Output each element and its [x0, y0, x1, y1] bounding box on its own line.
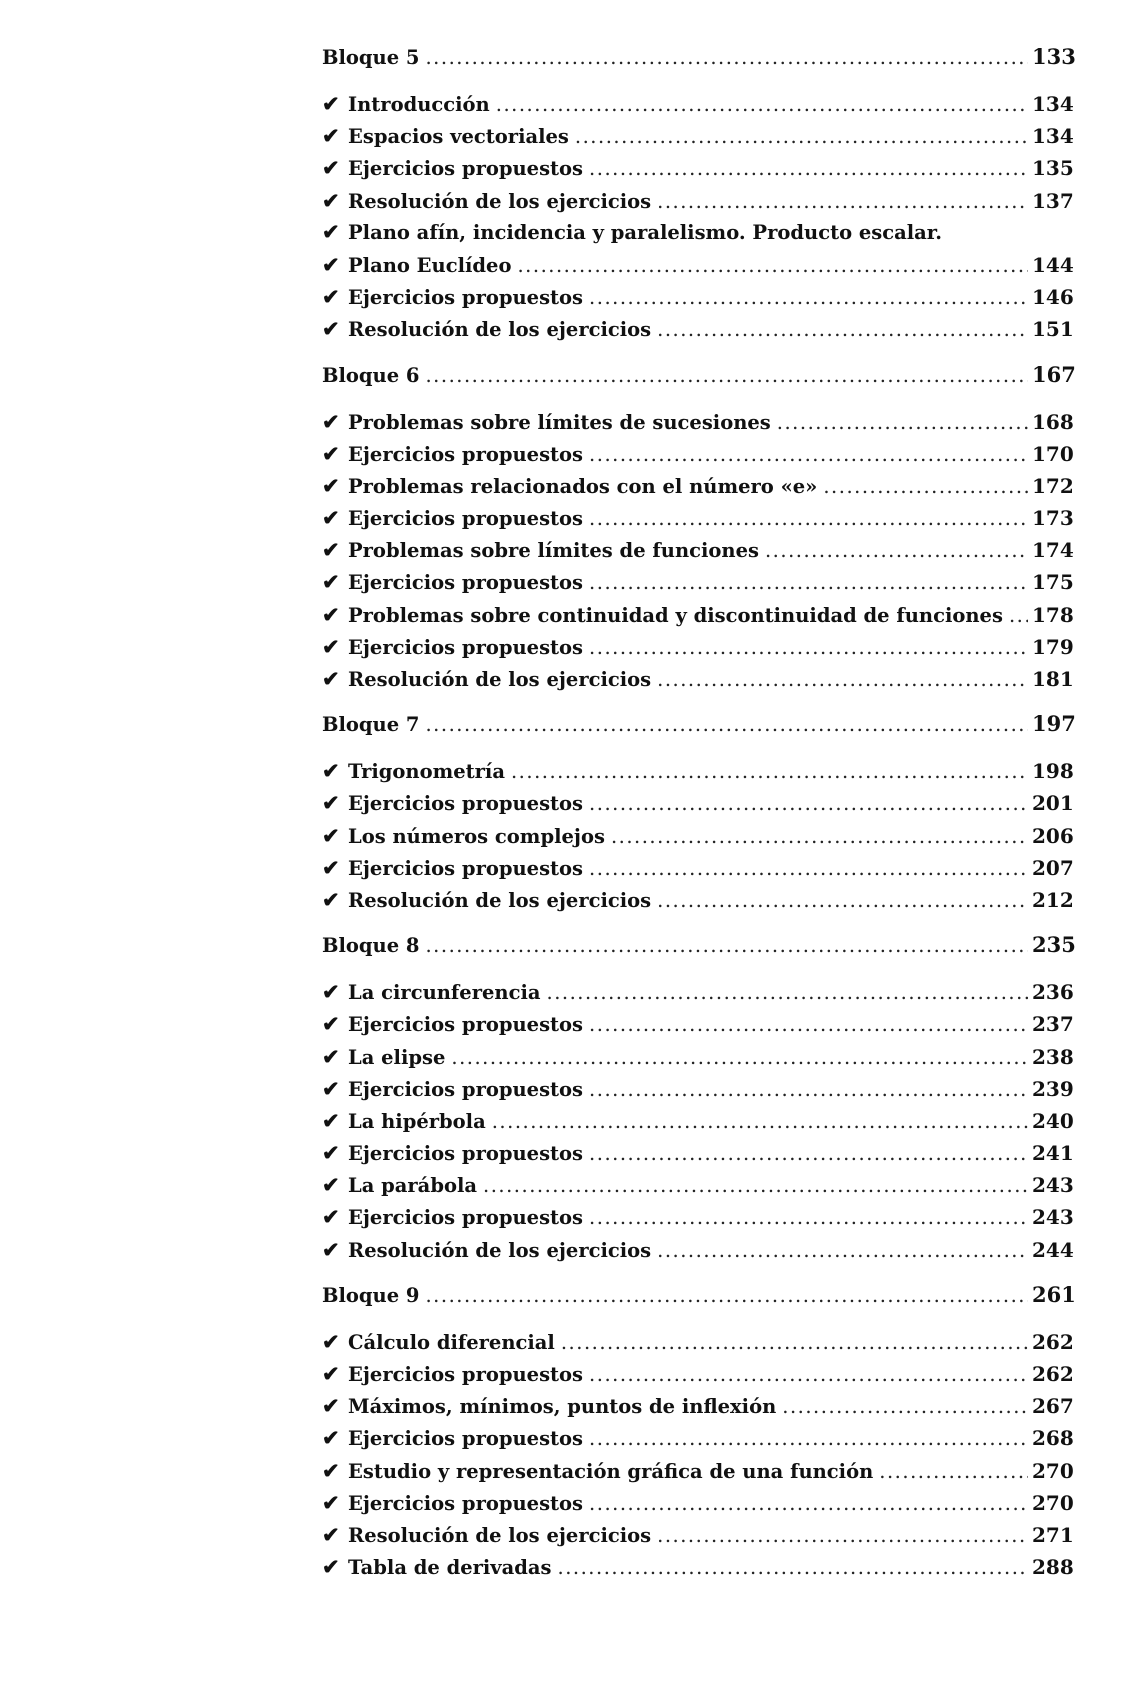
toc-entry[interactable]	[322, 1487, 1072, 1519]
dot-leader	[589, 153, 1028, 185]
entry-title: Problemas relacionados con el número «e»	[348, 474, 818, 498]
toc-entry[interactable]	[322, 1390, 1072, 1422]
entry-page-number: 179	[1032, 634, 1074, 659]
check-mark-icon: ✔	[322, 251, 340, 277]
entry-title: Introducción	[348, 93, 490, 116]
entry-page-number: 262	[1032, 1362, 1074, 1386]
dot-leader	[425, 39, 1028, 77]
check-mark-icon: ✔	[322, 633, 340, 659]
dot-leader	[589, 788, 1028, 820]
check-mark-icon: ✔	[322, 472, 340, 498]
check-mark-icon: ✔	[322, 1489, 340, 1515]
toc-entry[interactable]	[322, 884, 1072, 916]
toc-entry[interactable]	[322, 599, 1072, 631]
check-mark-icon: ✔	[322, 1172, 340, 1198]
toc-entry[interactable]	[322, 1073, 1072, 1105]
entry-title: Problemas sobre continuidad y discontinuidad de funciones	[348, 603, 1003, 627]
entry-page-number: 212	[1032, 887, 1074, 912]
entry-title: Ejercicios propuestos	[348, 1013, 584, 1037]
check-mark-icon: ✔	[322, 854, 340, 880]
toc-entry[interactable]	[322, 152, 1072, 184]
check-mark-icon: ✔	[322, 1075, 340, 1101]
entry-title: Ejercicios propuestos	[348, 792, 584, 816]
entry-title: Ejercicios propuestos	[348, 1206, 584, 1230]
check-mark-icon: ✔	[322, 1204, 340, 1230]
entry-title: La elipse	[348, 1045, 446, 1069]
entry-page-number: 262	[1032, 1329, 1074, 1354]
entry-page-number: 270	[1032, 1458, 1074, 1483]
entry-title: La circunferencia	[348, 981, 541, 1005]
check-mark-icon: ✔	[322, 187, 340, 213]
entry-title: Ejercicios propuestos	[348, 442, 584, 466]
toc-entry[interactable]	[322, 1169, 1072, 1201]
dot-leader	[657, 1235, 1028, 1267]
toc-entry[interactable]	[322, 534, 1072, 566]
entry-title: Ejercicios propuestos	[348, 635, 584, 659]
entry-title: Ejercicios propuestos	[348, 1427, 584, 1451]
dot-leader	[765, 535, 1028, 567]
entry-page-number: 175	[1032, 570, 1074, 595]
toc-entry[interactable]	[322, 502, 1072, 534]
entry-title: Resolución de los ejercicios	[348, 189, 652, 213]
check-mark-icon: ✔	[322, 1425, 340, 1451]
section-title: Bloque 8	[322, 934, 420, 958]
toc-entry[interactable]	[322, 1422, 1072, 1454]
dot-leader	[547, 977, 1029, 1009]
check-mark-icon: ✔	[322, 979, 340, 1005]
check-mark-icon: ✔	[322, 408, 340, 434]
entry-title: Ejercicios propuestos	[348, 1363, 584, 1386]
section-heading[interactable]	[322, 38, 1076, 76]
entry-page-number: 144	[1032, 252, 1074, 277]
section-page-number: 197	[1032, 711, 1076, 737]
check-mark-icon: ✔	[322, 1107, 340, 1133]
dot-leader	[823, 471, 1028, 503]
toc-entry[interactable]	[322, 1455, 1072, 1487]
toc-entry[interactable]	[322, 120, 1072, 152]
section-title: Bloque 9	[322, 1283, 420, 1307]
dot-leader	[589, 1009, 1028, 1041]
dot-leader	[425, 1277, 1028, 1315]
check-mark-icon: ✔	[322, 569, 340, 595]
toc-section	[322, 705, 1076, 916]
entry-page-number: 151	[1032, 317, 1074, 342]
section-entries	[322, 755, 1072, 916]
entry-page-number: 239	[1032, 1076, 1074, 1101]
entry-title: Estudio y representación gráfica de una función	[348, 1459, 874, 1483]
toc-entry[interactable]	[322, 1105, 1072, 1137]
entry-title: Resolución de los ejercicios	[348, 1238, 652, 1262]
entry-page-number: 236	[1032, 980, 1074, 1005]
check-mark-icon: ✔	[322, 1011, 340, 1037]
entry-page-number: 134	[1032, 124, 1074, 149]
dot-leader	[589, 1074, 1028, 1106]
check-mark-icon: ✔	[322, 316, 340, 342]
entry-page-number: 206	[1032, 823, 1074, 848]
dot-leader	[611, 821, 1028, 853]
dot-leader	[425, 927, 1028, 965]
entry-page-number: 173	[1032, 506, 1074, 531]
entry-title: Tabla de derivadas	[348, 1556, 552, 1580]
dot-leader	[589, 282, 1028, 314]
dot-leader	[589, 632, 1028, 664]
toc-entry[interactable]	[322, 406, 1072, 438]
dot-leader	[589, 567, 1028, 599]
dot-leader	[589, 439, 1028, 471]
toc-section	[322, 356, 1076, 696]
dot-leader	[879, 1456, 1028, 1488]
toc-entry[interactable]	[322, 438, 1072, 470]
entry-page-number: 207	[1032, 855, 1074, 880]
section-page-number: 133	[1032, 44, 1076, 69]
check-mark-icon: ✔	[322, 1236, 340, 1262]
toc-entry[interactable]	[322, 1234, 1072, 1266]
dot-leader	[511, 756, 1028, 788]
section-heading[interactable]	[322, 926, 1076, 964]
entry-title: Plano afín, incidencia y paralelismo. Producto escalar.	[348, 220, 943, 244]
entry-page-number: 172	[1032, 473, 1074, 498]
check-mark-icon: ✔	[322, 822, 340, 848]
check-mark-icon: ✔	[322, 537, 340, 563]
toc-section	[322, 38, 1076, 346]
dot-leader	[782, 1391, 1028, 1423]
check-mark-icon: ✔	[322, 886, 340, 912]
toc-entry[interactable]	[322, 185, 1072, 217]
dot-leader	[483, 1170, 1028, 1202]
section-heading[interactable]	[322, 1276, 1076, 1314]
entry-title: La hipérbola	[348, 1109, 486, 1133]
entry-page-number: 178	[1032, 602, 1074, 627]
toc-entry[interactable]	[322, 1008, 1072, 1040]
check-mark-icon: ✔	[322, 440, 340, 466]
entry-page-number: 170	[1032, 441, 1074, 466]
dot-leader	[1009, 600, 1028, 632]
check-mark-icon: ✔	[322, 601, 340, 627]
dot-leader	[589, 503, 1028, 535]
entry-title: Ejercicios propuestos	[348, 856, 584, 880]
entry-title: Problemas sobre límites de sucesiones	[348, 410, 771, 434]
check-mark-icon: ✔	[322, 284, 340, 310]
entry-page-number: 174	[1032, 538, 1074, 563]
section-heading[interactable]	[322, 705, 1076, 743]
entry-page-number: 243	[1032, 1173, 1074, 1198]
section-entries	[322, 406, 1072, 696]
dot-leader	[425, 357, 1028, 395]
check-mark-icon: ✔	[322, 758, 340, 784]
check-mark-icon: ✔	[322, 1140, 340, 1166]
entry-title: Resolución de los ejercicios	[348, 888, 652, 912]
toc-entry[interactable]	[322, 1326, 1072, 1358]
toc-entry[interactable]	[322, 1201, 1072, 1233]
entry-title: Trigonometría	[348, 760, 505, 784]
toc-entry[interactable]	[322, 820, 1072, 852]
dot-leader	[589, 1423, 1028, 1455]
entry-page-number: 271	[1032, 1522, 1074, 1547]
toc-entry[interactable]	[322, 1551, 1072, 1583]
entry-page-number: 267	[1032, 1394, 1074, 1419]
toc-entry[interactable]	[322, 787, 1072, 819]
toc-entry[interactable]	[322, 663, 1072, 695]
check-mark-icon: ✔	[322, 790, 340, 816]
toc-entry[interactable]	[322, 976, 1072, 1008]
entry-title: Ejercicios propuestos	[348, 1491, 584, 1515]
entry-title: La parábola	[348, 1174, 477, 1198]
entry-title: Problemas sobre límites de funciones	[348, 539, 759, 563]
entry-title: Resolución de los ejercicios	[348, 668, 652, 691]
entry-page-number: 198	[1032, 759, 1074, 784]
section-entries	[322, 88, 1072, 346]
section-title: Bloque 7	[322, 713, 420, 737]
check-mark-icon: ✔	[322, 155, 340, 181]
toc-entry[interactable]	[322, 88, 1072, 120]
dot-leader	[451, 1042, 1028, 1074]
check-mark-icon: ✔	[322, 218, 340, 244]
check-mark-icon: ✔	[322, 91, 340, 116]
toc-entry[interactable]	[322, 631, 1072, 663]
section-page-number: 235	[1032, 932, 1076, 958]
dot-leader	[657, 664, 1028, 696]
toc-entry[interactable]	[322, 1358, 1072, 1390]
entry-page-number: 240	[1032, 1108, 1074, 1133]
check-mark-icon: ✔	[322, 1554, 340, 1580]
entry-title: Resolución de los ejercicios	[348, 318, 652, 342]
section-page-number: 261	[1032, 1281, 1076, 1307]
entry-page-number: 181	[1032, 667, 1074, 691]
dot-leader	[561, 1327, 1028, 1359]
check-mark-icon: ✔	[322, 1393, 340, 1419]
dot-leader	[517, 250, 1028, 282]
entry-title: Ejercicios propuestos	[348, 571, 584, 595]
entry-title: Ejercicios propuestos	[348, 507, 584, 531]
entry-page-number: 288	[1032, 1555, 1074, 1580]
dot-leader	[589, 1488, 1028, 1520]
toc-entry[interactable]	[322, 217, 1072, 249]
check-mark-icon: ✔	[322, 123, 340, 149]
section-title: Bloque 5	[322, 46, 420, 69]
dot-leader	[589, 1138, 1028, 1170]
dot-leader	[657, 885, 1028, 917]
entry-title: Espacios vectoriales	[348, 125, 569, 149]
dot-leader	[657, 186, 1028, 218]
entry-title: Ejercicios propuestos	[348, 1077, 584, 1101]
toc-entry[interactable]	[322, 1519, 1072, 1551]
entry-page-number: 244	[1032, 1237, 1074, 1262]
entry-title: Máximos, mínimos, puntos de inflexión	[348, 1395, 777, 1419]
dot-leader	[492, 1106, 1028, 1138]
entry-page-number: 135	[1032, 156, 1074, 181]
toc-entry[interactable]	[322, 313, 1072, 345]
dot-leader	[589, 1202, 1028, 1234]
section-page-number: 167	[1032, 361, 1076, 387]
toc-entry[interactable]	[322, 1137, 1072, 1169]
entry-page-number: 241	[1032, 1141, 1074, 1166]
entry-title: Cálculo diferencial	[348, 1330, 555, 1354]
dot-leader	[425, 706, 1028, 744]
dot-leader	[589, 1359, 1028, 1391]
toc-entry[interactable]	[322, 281, 1072, 313]
section-entries	[322, 976, 1072, 1266]
entry-title: Resolución de los ejercicios	[348, 1523, 652, 1547]
entry-page-number: 268	[1032, 1426, 1074, 1451]
entry-page-number: 238	[1032, 1044, 1074, 1069]
entry-page-number: 237	[1032, 1012, 1074, 1037]
entry-page-number: 243	[1032, 1205, 1074, 1230]
entry-page-number: 137	[1032, 188, 1074, 213]
toc-section	[322, 926, 1076, 1266]
toc-entry[interactable]	[322, 566, 1072, 598]
dot-leader	[589, 853, 1028, 885]
check-mark-icon: ✔	[322, 666, 340, 691]
check-mark-icon: ✔	[322, 505, 340, 531]
check-mark-icon: ✔	[322, 1361, 340, 1386]
entry-page-number: 168	[1032, 409, 1074, 434]
toc-entry[interactable]	[322, 470, 1072, 502]
entry-title: Plano Euclídeo	[348, 253, 512, 277]
check-mark-icon: ✔	[322, 1328, 340, 1354]
entry-page-number: 146	[1032, 285, 1074, 310]
check-mark-icon: ✔	[322, 1043, 340, 1069]
entry-title: Ejercicios propuestos	[348, 157, 584, 181]
entry-page-number: 270	[1032, 1490, 1074, 1515]
dot-leader	[777, 407, 1028, 439]
entry-title: Ejercicios propuestos	[348, 286, 584, 310]
toc-entry[interactable]	[322, 755, 1072, 787]
toc-entry[interactable]	[322, 1041, 1072, 1073]
section-entries	[322, 1326, 1072, 1584]
toc-entry[interactable]	[322, 249, 1072, 281]
dot-leader	[558, 1552, 1028, 1584]
table-of-contents	[322, 38, 1076, 1593]
section-title: Bloque 6	[322, 363, 420, 387]
dot-leader	[496, 89, 1028, 121]
entry-page-number: 134	[1032, 92, 1074, 116]
entry-page-number: 201	[1032, 791, 1074, 816]
dot-leader	[657, 314, 1028, 346]
entry-title: Ejercicios propuestos	[348, 1142, 584, 1166]
check-mark-icon: ✔	[322, 1521, 340, 1547]
section-heading[interactable]	[322, 356, 1076, 394]
check-mark-icon: ✔	[322, 1457, 340, 1483]
entry-title: Los números complejos	[348, 824, 605, 848]
toc-entry[interactable]	[322, 852, 1072, 884]
dot-leader	[575, 121, 1028, 153]
toc-section	[322, 1276, 1076, 1584]
dot-leader	[657, 1520, 1028, 1552]
